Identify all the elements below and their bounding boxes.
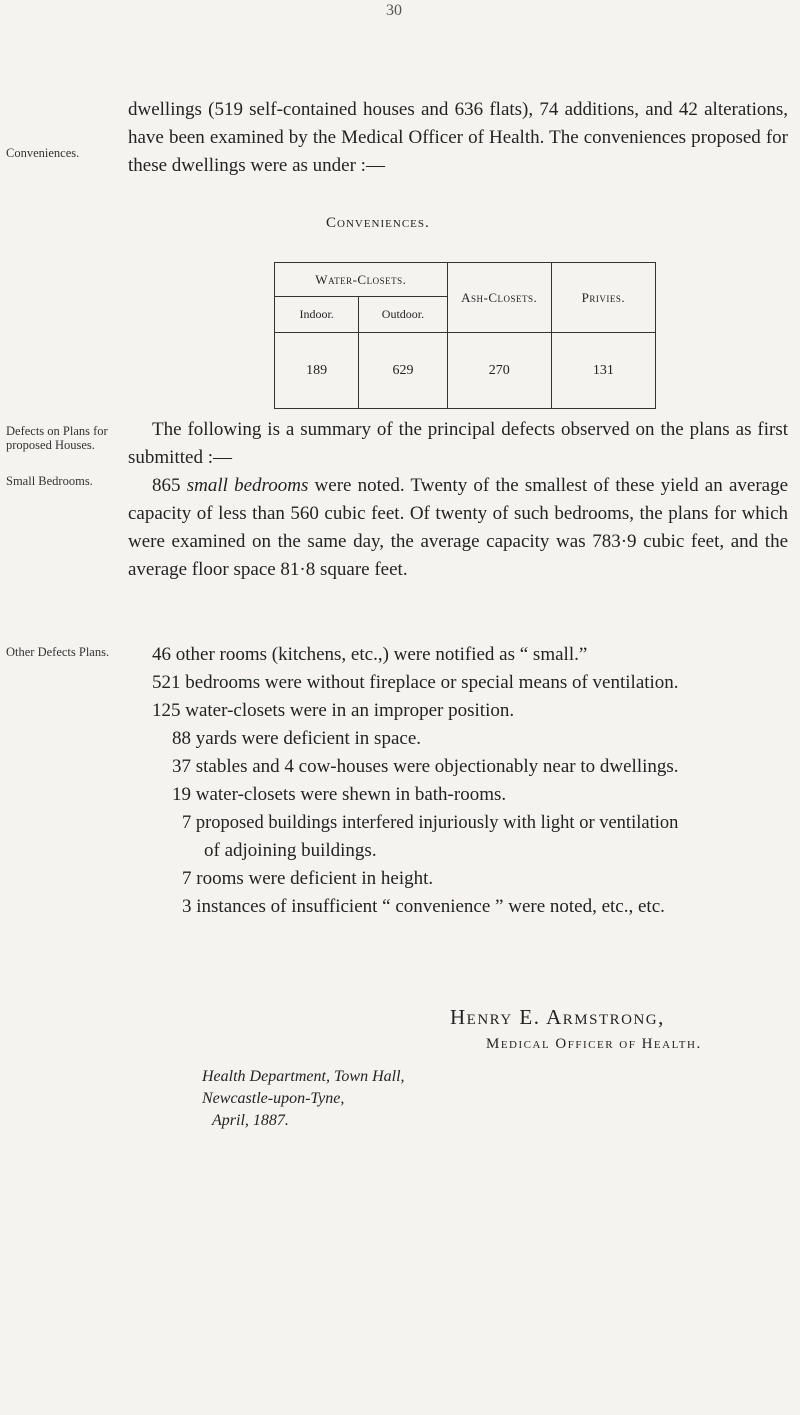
margin-note-other-defects: Other Defects Plans. [6,645,110,659]
signature-name: Henry E. Armstrong, [450,1005,665,1029]
header-indoor: Indoor. [275,297,359,333]
value-outdoor: 629 [359,333,447,409]
margin-note-small-bedrooms: Small Bedrooms. [6,474,93,488]
header-outdoor: Outdoor. [359,297,447,333]
address-line-3: April, 1887. [212,1112,289,1129]
signature-title: Medical Officer of Health. [486,1036,702,1052]
defect-line: 88 yards were deficient in space. [172,728,422,749]
value-privies: 131 [551,333,655,409]
bedrooms-term: small bedrooms [186,475,309,496]
conveniences-table [274,262,656,409]
address-line-2: Newcastle-upon-Tyne, [202,1090,345,1107]
page-number: 30 [386,2,402,19]
margin-note-conveniences: Conveniences. [6,146,80,160]
defect-line: 46 other rooms (kitchens, etc.,) were notified as “ small.” [152,644,588,665]
address-line-1: Health Department, Town Hall, [202,1068,405,1085]
bedrooms-count: 865 [152,475,181,496]
defect-line: 7 rooms were deficient in height. [182,868,434,889]
header-privies: Privies. [551,263,655,333]
defect-line: 125 water-closets were in an improper position. [152,700,515,721]
defect-line: 521 bedrooms were without fireplace or special means of ventilation. [152,672,679,693]
header-ash-closets: Ash-Closets. [447,263,551,333]
defect-line-continued: of adjoining buildings. [204,840,377,861]
bedrooms-rest: were noted. Twenty of the smallest of these yield an average capacity of less than 560 cubic feet. Of twenty of such bedrooms, the plans for which were examined on the same day, the average capacity was 783·9 cubic feet, and the average floor space 81·8 square feet. [128,475,789,580]
margin-note-defects: Defects on Plans for proposed Houses. [6,424,108,452]
value-indoor: 189 [275,333,359,409]
defect-line: 19 water-closets were shewn in bath-rooms. [172,784,507,805]
defect-line: 37 stables and 4 cow-houses were objectionably near to dwellings. [172,756,679,777]
summary-paragraph: The following is a summary of the principal defects observed on the plans as first submitted :— [128,419,788,468]
header-water-closets: Water-Closets. [275,263,448,297]
intro-paragraph: dwellings (519 self-contained houses and 636 flats), 74 additions, and 42 alterations, have been examined by the Medical Officer of Health. The conveniences proposed for these dwellings were as under :— [128,99,788,176]
table-title: Conveniences. [326,215,430,231]
bedrooms-paragraph [128,472,788,584]
defect-line: 3 instances of insufficient “ convenience ” were noted, etc., etc. [182,896,665,917]
value-ash-closets: 270 [447,333,551,409]
defect-line: 7 proposed buildings interfered injuriously with light or ventilation [182,813,679,833]
